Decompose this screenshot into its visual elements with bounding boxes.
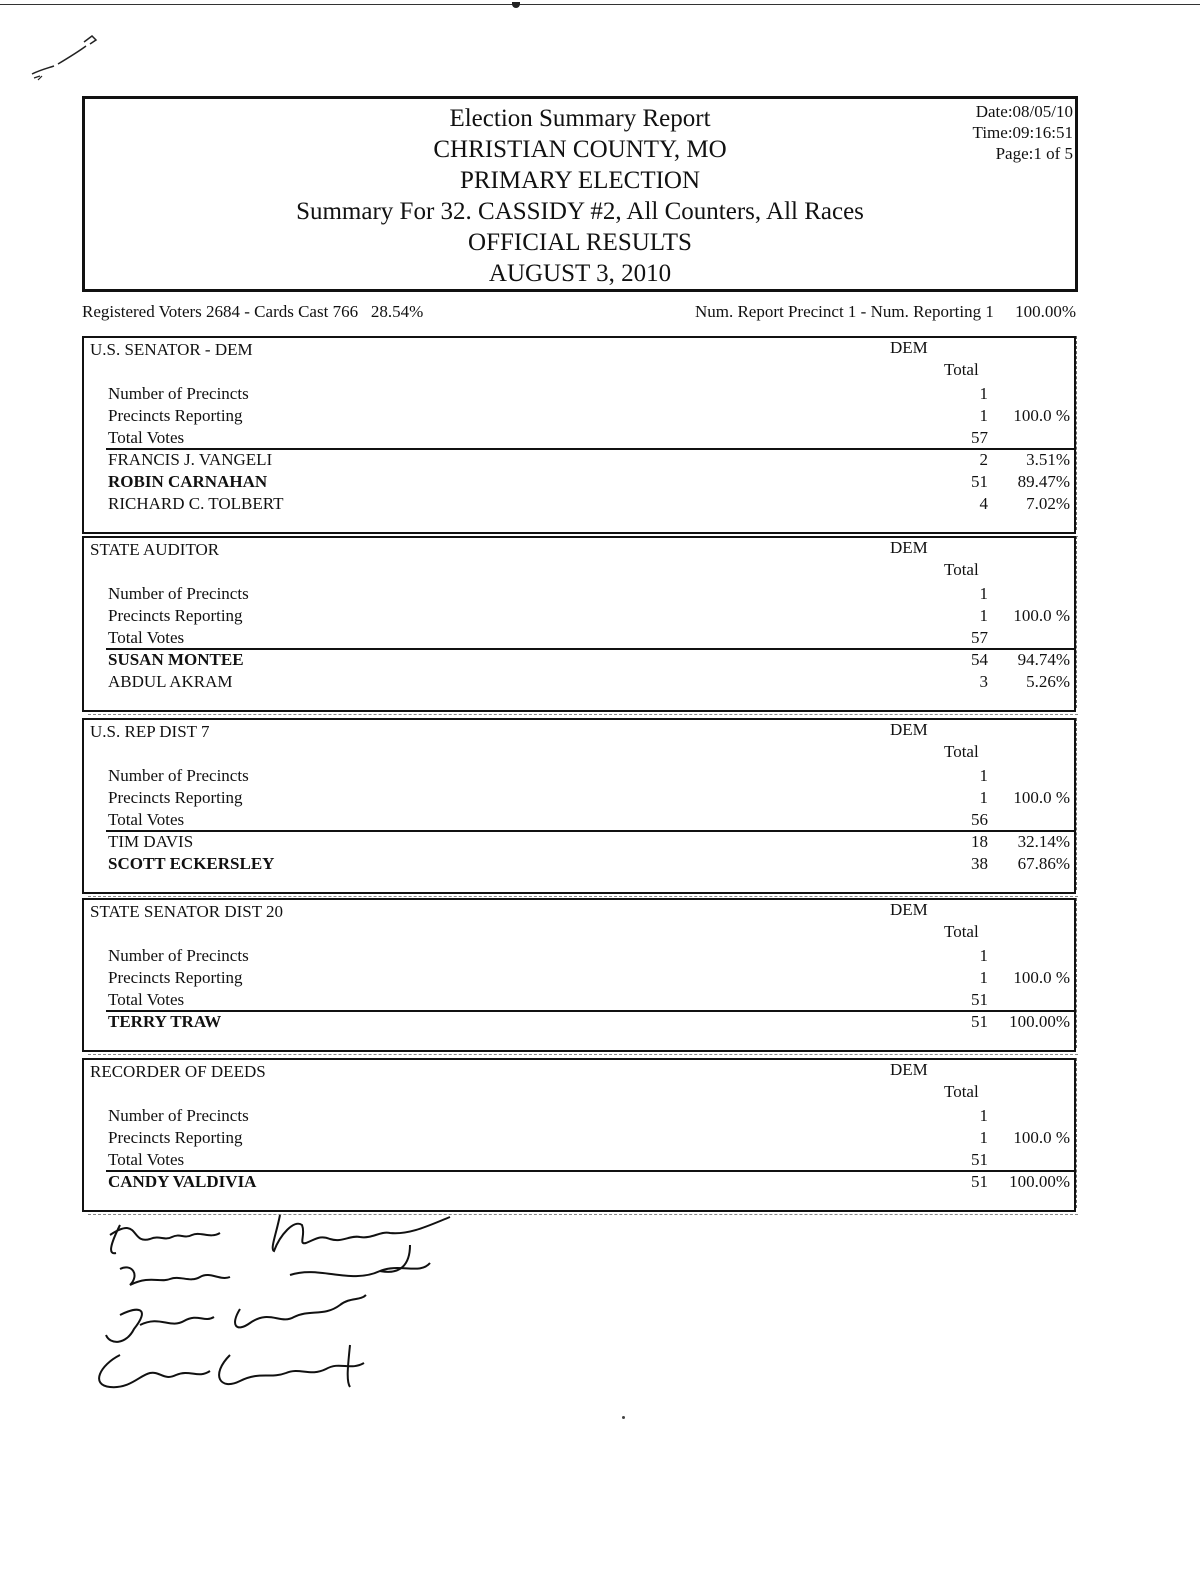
reporting-stats bbox=[695, 302, 1076, 322]
report-header bbox=[82, 96, 1078, 292]
scan-right-edge bbox=[1076, 718, 1077, 890]
total-votes-row-label: Total Votes bbox=[108, 428, 185, 447]
number-of-precincts-row bbox=[84, 946, 1074, 968]
candidate-row-pct: 5.26% bbox=[1026, 672, 1070, 691]
candidate-row-value: 3 bbox=[979, 672, 988, 691]
precincts-reporting-row-value: 1 bbox=[979, 1128, 988, 1147]
total-column-header: Total bbox=[944, 360, 979, 379]
candidate-row-value: 51 bbox=[971, 472, 988, 491]
number-of-precincts-row-label: Number of Precincts bbox=[108, 766, 249, 785]
total-votes-row bbox=[84, 810, 1074, 832]
candidate-row bbox=[84, 472, 1074, 494]
race-title: STATE SENATOR DIST 20 bbox=[90, 902, 284, 921]
candidate-row-pct: 94.74% bbox=[1017, 650, 1070, 669]
scan-top-mark bbox=[512, 2, 520, 8]
candidate-row-value: 2 bbox=[979, 450, 988, 469]
precincts-reporting-row-label: Precincts Reporting bbox=[108, 968, 243, 987]
party-label: DEM bbox=[890, 900, 928, 919]
number-of-precincts-row-label: Number of Precincts bbox=[108, 584, 249, 603]
number-of-precincts-row-value: 1 bbox=[979, 946, 988, 965]
total-votes-row bbox=[84, 428, 1074, 450]
reporting-text: Num. Report Precinct 1 - Num. Reporting 1 bbox=[694, 302, 994, 321]
candidate-row-label: SCOTT ECKERSLEY bbox=[108, 854, 275, 873]
total-column-header: Total bbox=[944, 560, 979, 579]
precincts-reporting-row-label: Precincts Reporting bbox=[108, 788, 243, 807]
total-votes-row-value: 57 bbox=[971, 628, 988, 647]
party-label: DEM bbox=[890, 1060, 928, 1079]
total-votes-row bbox=[84, 1150, 1074, 1172]
header-meta bbox=[973, 101, 1073, 164]
candidate-row-pct: 100.00% bbox=[1009, 1012, 1070, 1031]
registered-voters-text: Registered Voters 2684 - Cards Cast 766 bbox=[82, 302, 359, 321]
registered-voters-stats bbox=[82, 302, 423, 322]
summary-line: Summary For 32. CASSIDY #2, All Counters, All Races bbox=[296, 198, 864, 225]
candidate-row-pct: 89.47% bbox=[1017, 472, 1070, 491]
total-column-header: Total bbox=[944, 922, 979, 941]
candidate-row-pct: 100.00% bbox=[1009, 1172, 1070, 1191]
race-title: STATE AUDITOR bbox=[90, 540, 220, 559]
precincts-reporting-row bbox=[84, 606, 1074, 628]
precincts-reporting-row bbox=[84, 406, 1074, 428]
candidate-row bbox=[84, 672, 1074, 694]
number-of-precincts-row bbox=[84, 766, 1074, 788]
total-votes-row-label: Total Votes bbox=[108, 810, 185, 829]
scan-shadow-line bbox=[88, 1054, 1078, 1055]
scan-shadow-line bbox=[88, 714, 1078, 715]
race-box bbox=[82, 1058, 1076, 1212]
candidate-row-label: CANDY VALDIVIA bbox=[108, 1172, 257, 1191]
race-box bbox=[82, 898, 1076, 1052]
total-votes-row-label: Total Votes bbox=[108, 990, 185, 1009]
candidate-row bbox=[84, 450, 1074, 472]
candidate-row-label: RICHARD C. TOLBERT bbox=[108, 494, 284, 513]
precincts-reporting-row bbox=[84, 1128, 1074, 1150]
report-time: Time:09:16:51 bbox=[972, 123, 1073, 142]
race-box bbox=[82, 718, 1076, 894]
race-title: U.S. SENATOR - DEM bbox=[90, 340, 253, 359]
precincts-reporting-row-value: 1 bbox=[979, 606, 988, 625]
scan-right-edge bbox=[1076, 536, 1077, 708]
scan-shadow-line bbox=[88, 896, 1078, 897]
race-title: U.S. REP DIST 7 bbox=[90, 722, 210, 741]
total-column-header: Total bbox=[944, 1082, 979, 1101]
scan-right-edge bbox=[1076, 336, 1077, 530]
precincts-reporting-row-pct: 100.0 % bbox=[1013, 968, 1070, 987]
party-label: DEM bbox=[890, 720, 928, 739]
candidate-row-value: 18 bbox=[971, 832, 988, 851]
candidate-row-value: 51 bbox=[971, 1012, 988, 1031]
precincts-reporting-row bbox=[84, 788, 1074, 810]
candidate-row-label: SUSAN MONTEE bbox=[108, 650, 244, 669]
county-name: CHRISTIAN COUNTY, MO bbox=[433, 136, 727, 163]
page-number: Page:1 of 5 bbox=[995, 144, 1073, 163]
candidate-row bbox=[84, 854, 1074, 876]
candidate-row-label: TIM DAVIS bbox=[108, 832, 194, 851]
election-name: PRIMARY ELECTION bbox=[459, 167, 701, 194]
precincts-reporting-row-pct: 100.0 % bbox=[1013, 788, 1070, 807]
candidate-row bbox=[84, 650, 1074, 672]
total-votes-row bbox=[84, 628, 1074, 650]
candidate-row-value: 51 bbox=[971, 1172, 988, 1191]
precincts-reporting-row-label: Precincts Reporting bbox=[108, 406, 243, 425]
candidate-row-label: TERRY TRAW bbox=[108, 1012, 222, 1031]
candidate-row bbox=[84, 494, 1074, 516]
number-of-precincts-row-value: 1 bbox=[979, 766, 988, 785]
total-votes-row-label: Total Votes bbox=[108, 1150, 185, 1169]
party-label: DEM bbox=[890, 538, 928, 557]
precincts-reporting-row-pct: 100.0 % bbox=[1013, 1128, 1070, 1147]
race-title: RECORDER OF DEEDS bbox=[90, 1062, 266, 1081]
report-title: Election Summary Report bbox=[449, 105, 711, 132]
number-of-precincts-row-value: 1 bbox=[979, 584, 988, 603]
precincts-reporting-row-pct: 100.0 % bbox=[1013, 606, 1070, 625]
candidate-row-pct: 7.02% bbox=[1026, 494, 1070, 513]
total-column-header: Total bbox=[944, 742, 979, 761]
signatures-handwritten bbox=[80, 1205, 480, 1405]
number-of-precincts-row-label: Number of Precincts bbox=[108, 946, 249, 965]
number-of-precincts-row-value: 1 bbox=[979, 384, 988, 403]
candidate-row bbox=[84, 1172, 1074, 1194]
scan-top-line bbox=[0, 4, 1200, 5]
race-box bbox=[82, 336, 1076, 534]
scan-right-edge bbox=[1076, 1058, 1077, 1208]
total-votes-row-value: 57 bbox=[971, 428, 988, 447]
number-of-precincts-row bbox=[84, 1106, 1074, 1128]
header-title-block bbox=[85, 103, 1075, 289]
candidate-row-value: 54 bbox=[971, 650, 988, 669]
results-status: OFFICIAL RESULTS bbox=[468, 229, 692, 256]
precincts-reporting-row-pct: 100.0 % bbox=[1013, 406, 1070, 425]
number-of-precincts-row-label: Number of Precincts bbox=[108, 1106, 249, 1125]
precincts-reporting-row-label: Precincts Reporting bbox=[108, 606, 243, 625]
margin-scribble bbox=[28, 30, 108, 90]
report-date: Date:08/05/10 bbox=[975, 102, 1073, 121]
candidate-row-pct: 32.14% bbox=[1017, 832, 1070, 851]
election-date: AUGUST 3, 2010 bbox=[488, 260, 672, 287]
scan-dot bbox=[622, 1416, 625, 1419]
turnout-pct: 28.54% bbox=[370, 302, 424, 321]
scan-right-edge bbox=[1076, 898, 1077, 1048]
candidate-row bbox=[84, 1012, 1074, 1034]
precincts-reporting-row bbox=[84, 968, 1074, 990]
precincts-reporting-row-value: 1 bbox=[979, 406, 988, 425]
candidate-row-label: FRANCIS J. VANGELI bbox=[108, 450, 273, 469]
number-of-precincts-row-label: Number of Precincts bbox=[108, 384, 249, 403]
number-of-precincts-row bbox=[84, 384, 1074, 406]
precincts-reporting-row-label: Precincts Reporting bbox=[108, 1128, 243, 1147]
candidate-row-label: ROBIN CARNAHAN bbox=[108, 472, 268, 491]
total-votes-row-value: 56 bbox=[971, 810, 988, 829]
candidate-row bbox=[84, 832, 1074, 854]
number-of-precincts-row-value: 1 bbox=[979, 1106, 988, 1125]
number-of-precincts-row bbox=[84, 584, 1074, 606]
total-votes-row-value: 51 bbox=[971, 1150, 988, 1169]
candidate-row-label: ABDUL AKRAM bbox=[108, 672, 233, 691]
precincts-reporting-row-value: 1 bbox=[979, 968, 988, 987]
total-votes-row-label: Total Votes bbox=[108, 628, 185, 647]
race-box bbox=[82, 536, 1076, 712]
candidate-row-value: 4 bbox=[979, 494, 988, 513]
candidate-row-pct: 3.51% bbox=[1026, 450, 1070, 469]
total-votes-row-value: 51 bbox=[971, 990, 988, 1009]
total-votes-row bbox=[84, 990, 1074, 1012]
candidate-row-pct: 67.86% bbox=[1017, 854, 1070, 873]
party-label: DEM bbox=[890, 338, 928, 357]
reporting-pct: 100.00% bbox=[1015, 302, 1076, 321]
precincts-reporting-row-value: 1 bbox=[979, 788, 988, 807]
candidate-row-value: 38 bbox=[971, 854, 988, 873]
